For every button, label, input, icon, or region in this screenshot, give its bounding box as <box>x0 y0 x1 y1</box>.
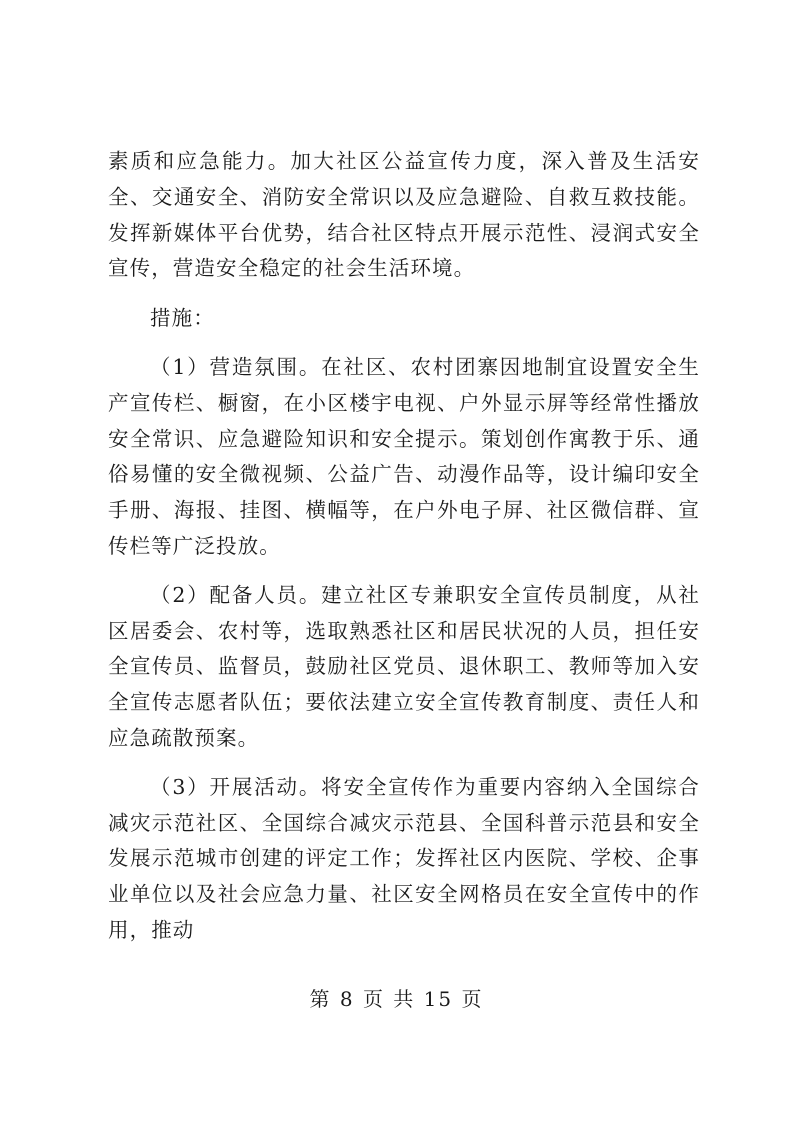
document-body <box>108 144 700 962</box>
page-number-footer: 第 8 页 共 15 页 <box>309 987 484 1011</box>
paragraph-measure-3: （3）开展活动。将安全宣传作为重要内容纳入全国综合减灾示范社区、全国综合减灾示范县、全国科普示范县和安全发展示范城市创建的评定工作；发挥社区内医院、学校、企事业单位以及社会应急力量、社区安全网格员在安全宣传中的作用，推动 <box>108 774 700 942</box>
paragraph-measures-heading: 措施： <box>150 306 215 331</box>
paragraph-measure-2: （2）配备人员。建立社区专兼职安全宣传员制度，从社区居委会、农村等，选取熟悉社区和居民状况的人员，担任安全宣传员、监督员，鼓励社区党员、退休职工、教师等加入安全宣传志愿者队伍；要依法建立安全宣传教育制度、责任人和应急疏散预案。 <box>108 582 700 750</box>
paragraph-measure-1: （1）营造氛围。在社区、农村团寨因地制宜设置安全生产宣传栏、橱窗，在小区楼宇电视、户外显示屏等经常性播放安全常识、应急避险知识和安全提示。策划创作寓教于乐、通俗易懂的安全微视频、公益广告、动漫作品等，设计编印安全手册、海报、挂图、横幅等，在户外电子屏、社区微信群、宣传栏等广泛投放。 <box>108 354 700 558</box>
paragraph-continued: 素质和应急能力。加大社区公益宣传力度，深入普及生活安全、交通安全、消防安全常识以及应急避险、自救互救技能。发挥新媒体平台优势，结合社区特点开展示范性、浸润式安全宣传，营造安全稳定的社会生活环境。 <box>108 149 700 281</box>
